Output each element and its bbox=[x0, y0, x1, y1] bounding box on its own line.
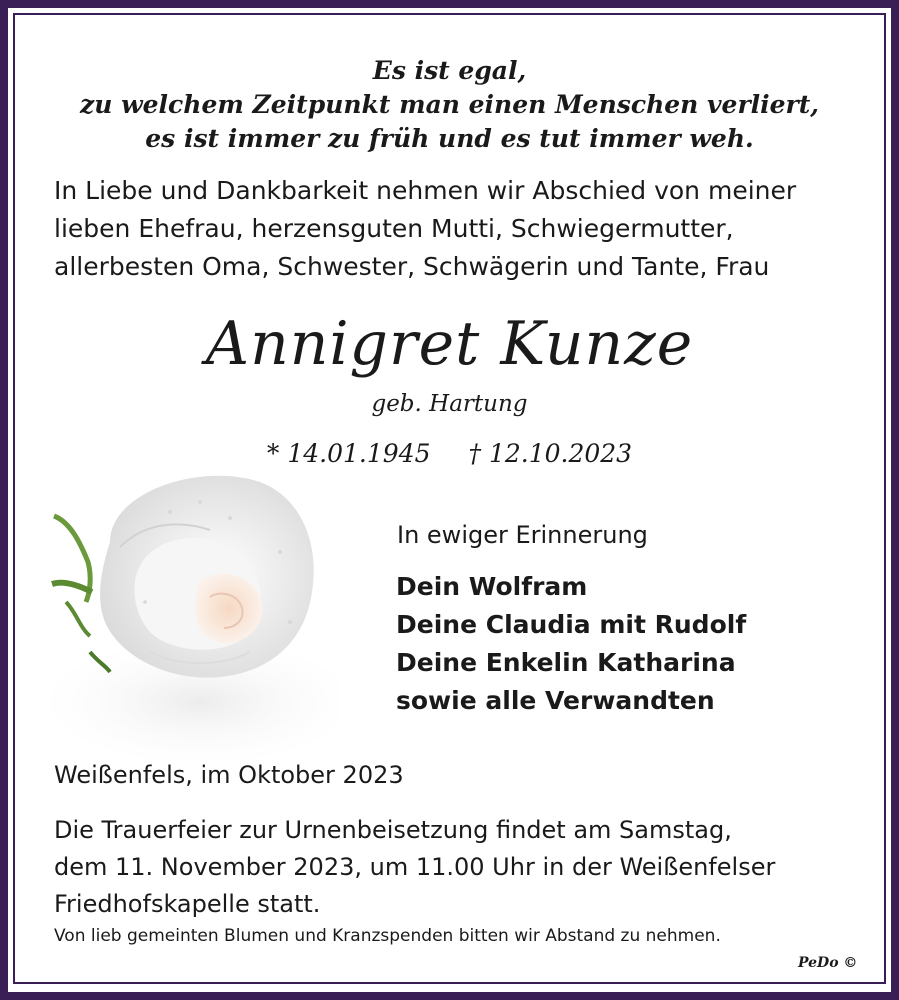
intro-text bbox=[54, 172, 854, 286]
place-date: Weißenfels, im Oktober 2023 bbox=[54, 761, 404, 789]
flowers-note: Von lieb gemeinten Blumen und Kranzspenden bitten wir Abstand zu nehmen. bbox=[54, 926, 721, 946]
quote-line-1: Es ist egal, bbox=[372, 56, 527, 85]
birth-date: * 14.01.1945 bbox=[266, 439, 431, 468]
service-line-3: Friedhofskapelle statt. bbox=[54, 890, 321, 918]
service-line-1: Die Trauerfeier zur Urnenbeisetzung findet am Samstag, bbox=[54, 816, 732, 844]
intro-line-2: lieben Ehefrau, herzensguten Mutti, Schwiegermutter, bbox=[54, 214, 734, 243]
memory-label: In ewiger Erinnerung bbox=[397, 521, 648, 549]
quote-line-3: es ist immer zu früh und es tut immer weh. bbox=[145, 124, 754, 153]
mourner: sowie alle Verwandten bbox=[396, 686, 715, 715]
mourner: Dein Wolfram bbox=[396, 572, 588, 601]
mourner: Deine Claudia mit Rudolf bbox=[396, 610, 747, 639]
quote-line-2: zu welchem Zeitpunkt man einen Menschen verliert, bbox=[80, 90, 819, 119]
birth-name: geb. Hartung bbox=[371, 391, 528, 417]
intro-line-3: allerbesten Oma, Schwester, Schwägerin und Tante, Frau bbox=[54, 252, 770, 281]
death-date: † 12.10.2023 bbox=[468, 439, 633, 468]
credit-mark: PeDo © bbox=[798, 955, 858, 971]
mourner: Deine Enkelin Katharina bbox=[396, 648, 736, 677]
intro-line-1: In Liebe und Dankbarkeit nehmen wir Abschied von meiner bbox=[54, 176, 797, 205]
white-rose-image bbox=[50, 452, 340, 772]
service-line-2: dem 11. November 2023, um 11.00 Uhr in der Weißenfelser bbox=[54, 853, 776, 881]
mourners-list bbox=[396, 568, 866, 720]
service-notice bbox=[54, 812, 874, 923]
deceased-name: Annigret Kunze bbox=[205, 309, 694, 379]
